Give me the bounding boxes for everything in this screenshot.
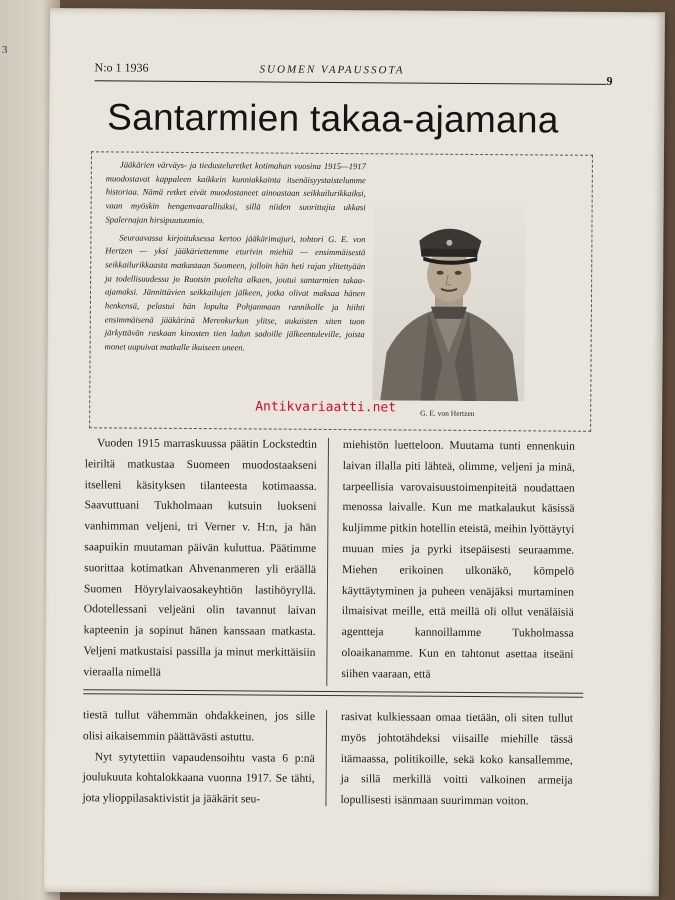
body-paragraph: tiestä tullut vähemmän ohdakkeinen, jos sille olisi aikaisemmin päättävästi astuttu. [82,708,316,744]
body-column-1 [83,433,317,684]
body-paragraph: Nyt sytytettiin vapaudensoihtu vasta 6 p:nä joulukuuta kohtalokkaana vuonna 1917. Se tähti, jota ylioppilasaktivistit ja jääkärit seu- [82,749,315,806]
body-paragraph: rasivat kulkiessaan omaa tietään, oli siten tullut myös johtotähdeksi viisaille miehille tässä itämaassa, politikoille, sekä koko kansallemme, ja sillä merkillä voitti valkoinen armeija lopullisesti isänmaan suurimman voiton. [340,710,574,808]
body-column-2 [341,435,575,686]
portrait-image [372,202,525,401]
body-column-3 [82,705,315,811]
column-divider [326,438,329,686]
body-paragraph: Vuoden 1915 marraskuussa päätin Lockstedtin leiriltä matkustaa Suomeen muodostaakseni itselleni käsityksen tilanteesta kotimaassa. Saavuttuani Tukholmaan kutsuin luokseni vanhimman veljeni, tri Verner v. H:n, ja hän saapuikin muutaman päivän kuluttua. Päätimme suorittaa kotimatkan Ahvenanmeren yli eräällä Suomen Höyrylaivaosakeyhtiön lastihöyryllä. Odotellessani veljeäni olin tavannut laivan kapteenin ja sopinut hänen kanssaan matkasta. Veljeni matkustaisi passilla ja minut merkittäisiin vieraalla nimellä [83,436,318,679]
column-divider [325,710,327,806]
body-column-4 [340,707,573,813]
page-number: 9 [606,73,613,88]
facing-page-margin-mark: 3 [2,44,8,56]
intro-text [105,158,366,360]
issue-number: N:o 1 1936 [94,60,149,75]
portrait-photo [372,202,525,401]
article-title: Santarmien takaa-ajamana [107,96,559,141]
magazine-page [44,8,665,896]
intro-box [89,151,593,431]
journal-title: SUOMEN VAPAUSSOTA [259,63,405,77]
body-paragraph: miehistön luetteloon. Muutama tunti ennenkuin laivan illalla piti lähteä, olimme, veljeni ja minä, tarpeellisia varovaisuustoimenpiteitä noudattaen menossa laivalle. Kun me matkalaukut käsissä kuljimme pitkin hotellin eteistä, meihin lyöttäytyi muuan mies ja pyrki itsepäisesti seuraamme. Miehen erikoinen ulkonäkö, kömpelö käyttäytyminen ja puheen venäjäksi murtaminen ilmaisivat meille, että meillä oli ollut venäläisiä agentteja kannoillamme Tukholmassa oloaikanamme. Kun en tahtonut asettaa itseäni siihen vaaraan, että [341,438,575,681]
header-rule [94,80,606,85]
running-head [94,60,613,94]
section-divider [83,689,583,697]
watermark: Antikvariaatti.net [255,399,397,416]
photo-caption: G. E. von Hertzen [420,408,475,418]
intro-paragraph: Jääkärien värväys- ja tiedusteluretket kotimahan vuosina 1915—1917 muodostavat kappaleen kaikkein kunniakkainta itsenäisyystaistelumme historiaa. Nämä retket eivät muodostaneet ainoastaan seikkailurikkaiksi, vaan myöskin hengenvaarallisiksi, sillä niiden suorittajia ukkasi Spalernajan hirsipuutuomio. [105,159,366,225]
intro-paragraph: Seuraavassa kirjoituksessa kertoo jääkärimajuri, tohtori G. E. von Hertzen — yksi jääkäriettemme eturivin miehiä — ensimmäisestä seikkailurikkaasta matkastaan Suomeen, jolloin hän heti rajan ylitettyään ja todellisuudessa jo Ruotsin puolelta alkaen, joutui santarmien takaa-ajamaksi. Jännittävien seikkailujen jälkeen, jotka olivat maksaa hänen henkensä, pelastui hän lopulta Pohjanmaan rannikolle ja hiihti ensimmäisenä jääkärinä Merenkurkun ylitse, aukaisten siten tuon järkyttävän raskaan kinosten tien ladun sadoille jälkeentuleville, joista monet uupuivat matkalle ikuiseen uneen. [104,232,366,353]
